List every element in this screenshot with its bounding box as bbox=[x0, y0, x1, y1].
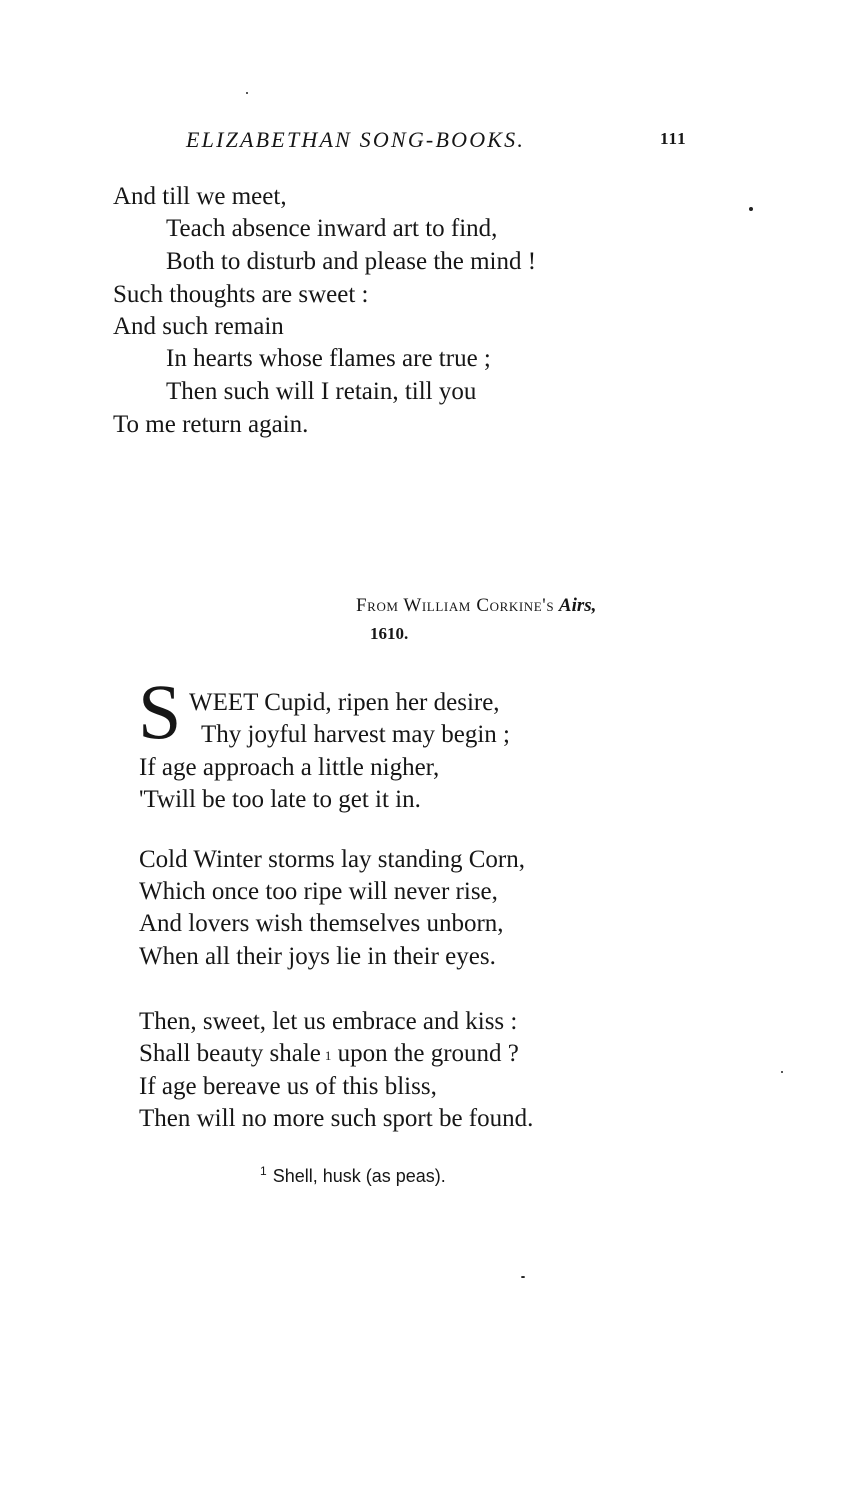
verse-text: Shall beauty shale bbox=[139, 1040, 321, 1067]
footnote-reference: 1 bbox=[324, 1048, 332, 1063]
song-attribution bbox=[356, 594, 596, 618]
verse-line: When all their joys lie in their eyes. bbox=[139, 943, 496, 970]
print-speck bbox=[246, 92, 248, 94]
verse-line: And lovers wish themselves unborn, bbox=[139, 910, 504, 937]
verse-line: Cold Winter storms lay standing Corn, bbox=[139, 846, 526, 873]
verse-line: Thy joyful harvest may begin ; bbox=[201, 721, 510, 748]
verse-line: If age approach a little nigher, bbox=[139, 754, 440, 781]
page-number: 111 bbox=[660, 129, 687, 148]
verse-line: Then such will I retain, till you bbox=[166, 378, 477, 405]
verse-line: Both to disturb and please the mind ! bbox=[166, 248, 537, 275]
verse-line: Then will no more such sport be found. bbox=[139, 1105, 534, 1132]
attribution-from: From bbox=[356, 595, 399, 616]
print-speck bbox=[521, 1276, 525, 1278]
running-head bbox=[0, 127, 844, 157]
verse-line: Then, sweet, let us embrace and kiss : bbox=[139, 1008, 518, 1035]
verse-text: upon the ground ? bbox=[331, 1040, 519, 1067]
verse-line: If age bereave us of this bliss, bbox=[139, 1073, 437, 1100]
attribution-author: William Corkine's bbox=[403, 595, 555, 616]
print-speck bbox=[781, 1071, 783, 1073]
footnote-text: Shell, husk (as peas). bbox=[272, 1166, 446, 1186]
drop-cap: S bbox=[138, 668, 182, 755]
verse-line: And such remain bbox=[113, 313, 284, 340]
running-title: ELIZABETHAN SONG-BOOKS. bbox=[186, 127, 526, 152]
verse-line: Teach absence inward art to find, bbox=[166, 215, 498, 242]
verse-line: WEET Cupid, ripen her desire, bbox=[189, 689, 500, 716]
footnote bbox=[260, 1166, 446, 1187]
verse-line bbox=[139, 1038, 519, 1070]
footnote-mark: 1 bbox=[260, 1164, 267, 1178]
verse-line: 'Twill be too late to get it in. bbox=[139, 786, 421, 813]
verse-line: In hearts whose flames are true ; bbox=[166, 345, 491, 372]
attribution-year: 1610. bbox=[370, 624, 409, 643]
verse-line: To me return again. bbox=[113, 411, 309, 438]
verse-line: Such thoughts are sweet : bbox=[113, 281, 369, 308]
verse-line: Which once too ripe will never rise, bbox=[139, 878, 498, 905]
print-speck bbox=[749, 207, 753, 211]
verse-line: And till we meet, bbox=[113, 183, 287, 210]
attribution-work: Airs, bbox=[558, 595, 597, 616]
